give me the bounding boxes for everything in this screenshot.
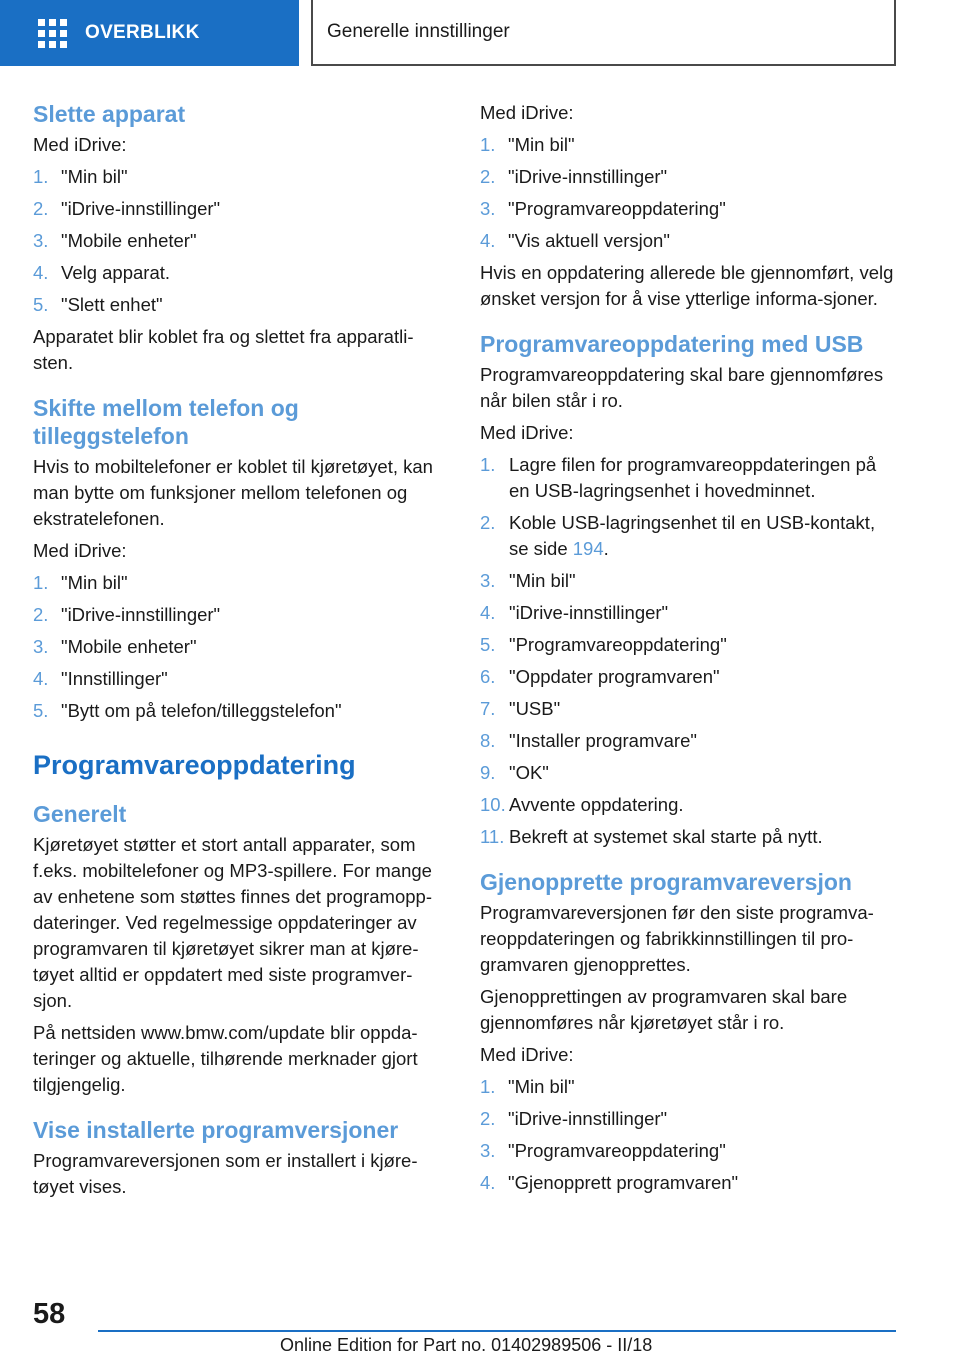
list-item: 9. "OK"	[480, 762, 549, 783]
version-note: Hvis en oppdatering allerede ble gjennomført, velg ønsket versjon for å vise ytterlige informa-sjoner.	[480, 262, 894, 309]
heading-usb-update: Programvareoppdatering med USB	[480, 331, 864, 357]
right-column	[480, 100, 898, 1202]
list-item: 1. "Min bil"	[480, 134, 575, 155]
list-item: 8. "Installer programvare"	[480, 730, 697, 751]
overview-tab[interactable]	[0, 0, 299, 66]
usb-intro: Med iDrive:	[480, 422, 574, 443]
list-item: 2. Koble USB-lagringsenhet til en USB-kontakt, se side 194.	[480, 512, 876, 559]
list-item: 5. "Programvareoppdatering"	[480, 634, 727, 655]
list-item: 2. "iDrive-innstillinger"	[33, 198, 221, 219]
switch-text: Hvis to mobiltelefoner er koblet til kjøretøyet, kan man bytte om funksjoner mellom telefonen og ekstratelefonen.	[33, 456, 433, 529]
restore-text-2: Gjenopprettingen av programvaren skal bare gjennomføres når kjøretøyet står i ro.	[480, 986, 848, 1033]
list-item: 10. Avvente oppdatering.	[480, 794, 684, 815]
version-steps	[480, 132, 898, 254]
list-item: 5. "Slett enhet"	[33, 294, 163, 315]
page-header	[0, 0, 960, 66]
list-item: 1. "Min bil"	[33, 572, 128, 593]
list-item: 1. "Min bil"	[33, 166, 128, 187]
installed-text: Programvareversjonen som er installert i kjøre-tøyet vises.	[33, 1150, 418, 1197]
usb-steps	[480, 452, 898, 850]
list-item: 2. "iDrive-innstillinger"	[480, 166, 668, 187]
heading-restore-version: Gjenopprette programvareversjon	[480, 869, 852, 895]
list-item: 1. Lagre filen for programvareoppdateringen på en USB-lagringsenhet i hovedminnet.	[480, 454, 877, 501]
list-item: 2. "iDrive-innstillinger"	[480, 1108, 668, 1129]
page-number: 58	[33, 1298, 66, 1330]
switch-intro: Med iDrive:	[33, 540, 127, 561]
list-item: 4. "Gjenopprett programvaren"	[480, 1172, 739, 1193]
version-intro: Med iDrive:	[480, 102, 574, 123]
list-item: 3. "Programvareoppdatering"	[480, 198, 726, 219]
delete-intro: Med iDrive:	[33, 134, 127, 155]
list-item: 4. Velg apparat.	[33, 262, 171, 283]
restore-intro: Med iDrive:	[480, 1044, 574, 1065]
list-item: 7. "USB"	[480, 698, 561, 719]
heading-installed-versions: Vise installerte programversjoner	[33, 1117, 399, 1143]
list-item: 2. "iDrive-innstillinger"	[33, 604, 221, 625]
restore-text-1: Programvareversjonen før den siste programva-reoppdateringen og fabrikkinnstillingen til pro-gramvaren gjenopprettes.	[480, 902, 874, 975]
general-text-1: Kjøretøyet støtter et stort antall apparater, som f.eks. mobiltelefoner og MP3-spillere. For mange av enhetene som støttes finnes det programopp-dateringer. Ved regelmessige oppdateringer av programvaren til kjøretøyet sikrer man at kjøre-tøyet alltid er oppdatert med siste programver-sjon.	[33, 834, 432, 1011]
heading-switch-phone: Skifte mellom telefon og tilleggstelefon	[33, 395, 299, 449]
list-item: 4. "Innstillinger"	[33, 668, 168, 689]
list-item: 4. "iDrive-innstillinger"	[480, 602, 669, 623]
grid-icon	[38, 19, 67, 48]
list-item: 4. "Vis aktuell versjon"	[480, 230, 670, 251]
switch-steps	[33, 570, 448, 724]
list-item: 3. "Mobile enheter"	[33, 636, 197, 657]
usb-text: Programvareoppdatering skal bare gjennomføres når bilen står i ro.	[480, 364, 884, 411]
list-item: 3. "Min bil"	[480, 570, 576, 591]
list-item: 3. "Mobile enheter"	[33, 230, 197, 251]
section-title: Generelle innstillinger	[311, 0, 896, 66]
list-item: 6. "Oppdater programvaren"	[480, 666, 720, 687]
list-item: 3. "Programvareoppdatering"	[480, 1140, 726, 1161]
delete-note: Apparatet blir koblet fra og slettet fra apparatli-sten.	[33, 326, 414, 373]
left-column	[33, 100, 448, 1206]
footer-edition: Online Edition for Part no. 01402989506 - II/18	[280, 1335, 653, 1355]
overview-label: OVERBLIKK	[85, 22, 200, 43]
heading-general: Generelt	[33, 801, 127, 827]
delete-steps	[33, 164, 448, 318]
heading-delete-device: Slette apparat	[33, 101, 186, 127]
page-link[interactable]: 194	[572, 538, 604, 559]
footer-divider	[98, 1330, 896, 1332]
list-item: 1. "Min bil"	[480, 1076, 575, 1097]
heading-software-update: Programvareoppdatering	[33, 750, 356, 780]
list-item: 5. "Bytt om på telefon/tilleggstelefon"	[33, 700, 342, 721]
restore-steps	[480, 1074, 898, 1196]
list-item: 11. Bekreft at systemet skal starte på nytt.	[480, 826, 823, 847]
general-text-2: På nettsiden www.bmw.com/update blir oppda-teringer og aktuelle, tilhørende merknader gjort tilgjengelig.	[33, 1022, 418, 1095]
